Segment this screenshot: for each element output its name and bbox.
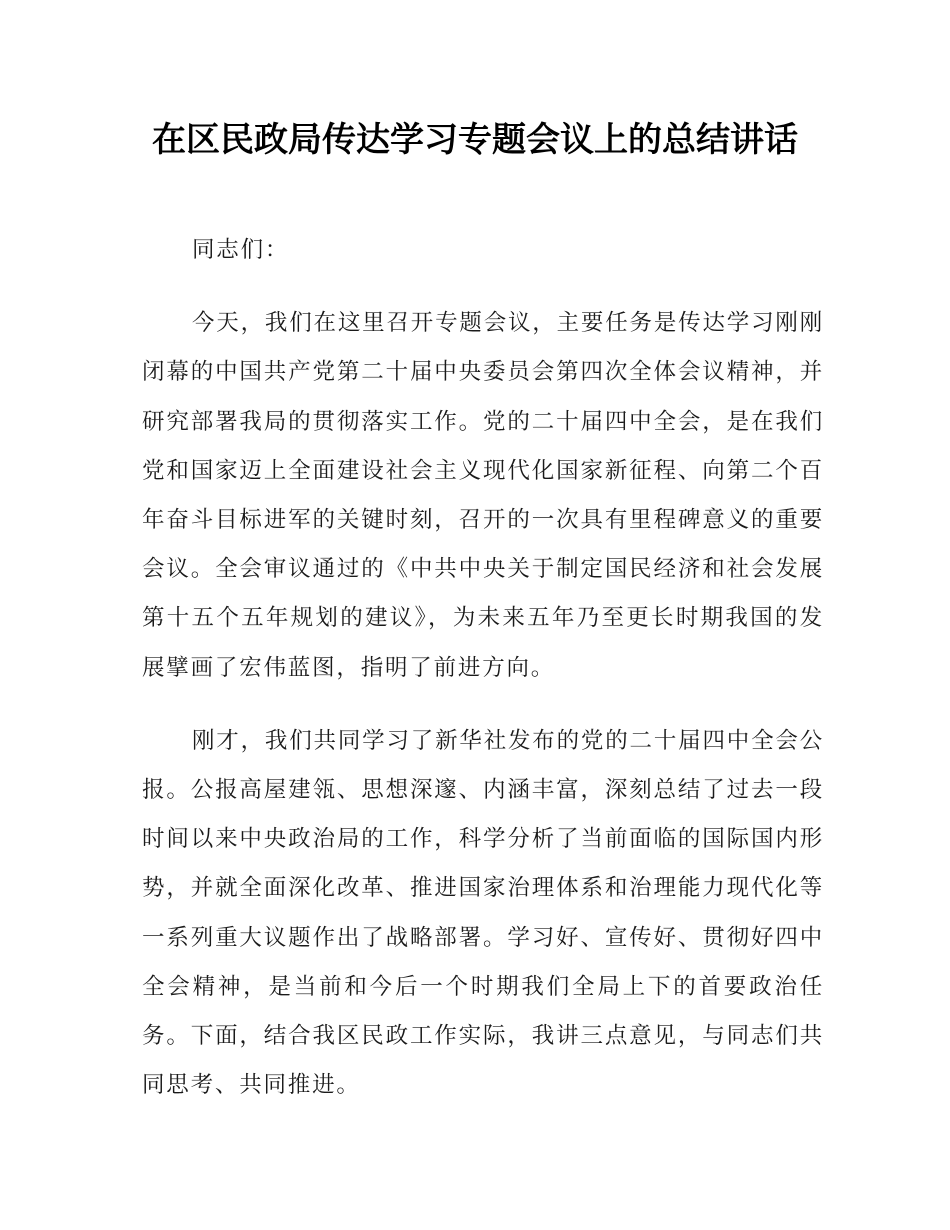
paragraph: 今天，我们在这里召开专题会议，主要任务是传达学习刚刚闭幕的中国共产党第二十届中央委员会第四次全体会议精神，并研究部署我局的贯彻落实工作。党的二十届四中全会，是在我们党和国家迈上全面建设社会主义现代化国家新征程、向第二个百年奋斗目标进军的关键时刻，召开的一次具有里程碑意义的重要会议。全会审议通过的《中共中央关于制定国民经济和社会发展第十五个五年规划的建议》，为未来五年乃至更长时期我国的发展擘画了宏伟蓝图，指明了前进方向。 [142, 310, 824, 681]
document-body [142, 226, 824, 1110]
paragraph: 刚才，我们共同学习了新华社发布的党的二十届四中全会公报。公报高屋建瓴、思想深邃、内涵丰富，深刻总结了过去一段时间以来中央政治局的工作，科学分析了当前面临的国际国内形势，并就全面深化改革、推进国家治理体系和治理能力现代化等一系列重大议题作出了战略部署。学习好、宣传好、贯彻好四中全会精神，是当前和今后一个时期我们全局上下的首要政治任务。下面，结合我区民政工作实际，我讲三点意见，与同志们共同思考、共同推进。 [142, 727, 824, 1099]
salutation: 同志们： [192, 237, 290, 263]
document-title: 在区民政局传达学习专题会议上的总结讲话 [152, 120, 798, 160]
